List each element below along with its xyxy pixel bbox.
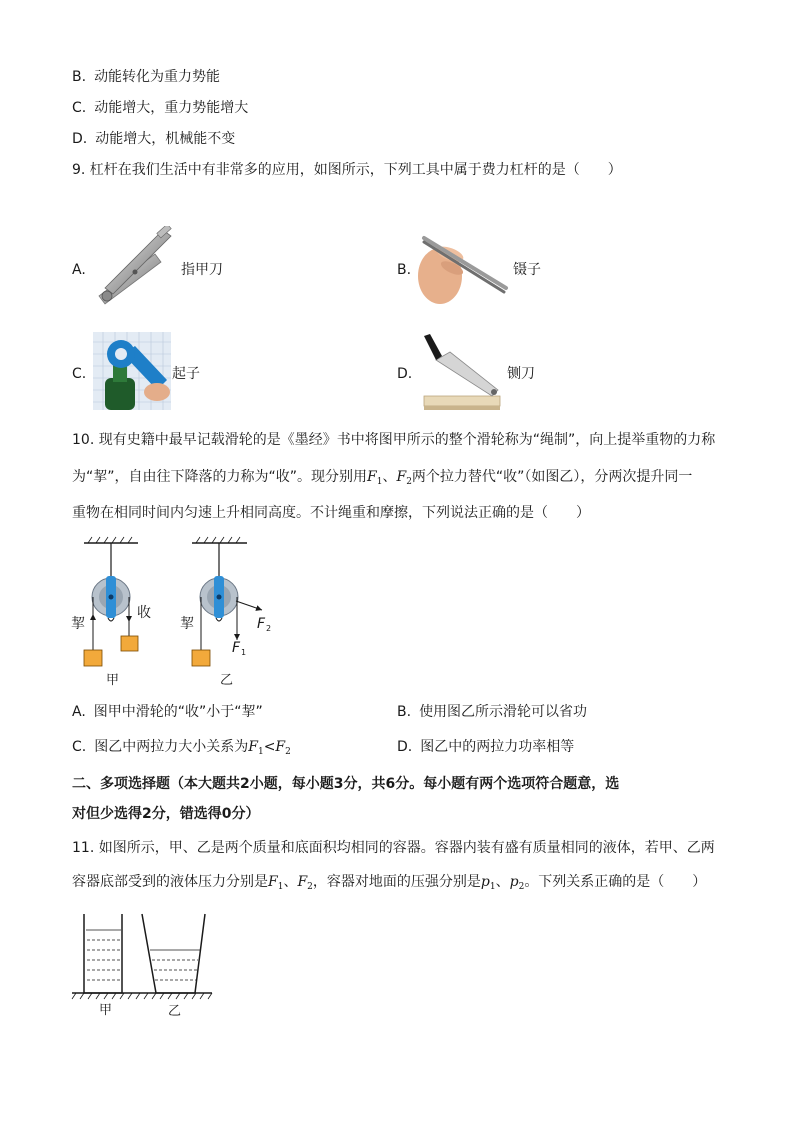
force-subscript: 2 [307, 882, 313, 892]
force-symbol: F [275, 739, 286, 755]
option-text: 图乙中两拉力大小关系为 [94, 739, 249, 755]
pressure-subscript: 1 [489, 882, 496, 892]
option-letter: C. [72, 739, 87, 755]
bottle-opener-icon [93, 332, 171, 410]
q11-stem-line2 [72, 872, 706, 897]
option-letter: A. [72, 704, 86, 720]
force-subscript: 1 [257, 747, 264, 757]
text: 、 [495, 874, 510, 890]
weight-box [84, 650, 102, 666]
option-text: 动能转化为重力势能 [94, 69, 221, 85]
tweezers-icon [416, 232, 510, 308]
force-symbol: F [248, 739, 258, 755]
figure-label-jia: 甲 [99, 1003, 113, 1018]
f2-subscript: 2 [266, 624, 272, 633]
pulley-axle [109, 595, 114, 600]
ceiling-hatch [88, 537, 132, 543]
text: 、 [382, 469, 397, 485]
weight-box [192, 650, 210, 666]
force-subscript: 1 [376, 477, 383, 487]
hand [144, 383, 170, 401]
ground-hatch [72, 993, 212, 999]
q9-option-b-caption: 镊子 [513, 262, 541, 278]
option-letter: B. [72, 69, 87, 85]
force-symbol: F [268, 874, 278, 890]
lift-label: 挈 [180, 616, 194, 632]
clipper-pivot [102, 291, 112, 301]
pulley-axle [217, 595, 222, 600]
q9-option-a-caption: 指甲刀 [181, 262, 223, 278]
guillotine-cutter-icon [420, 332, 504, 416]
q10-option-a [72, 702, 263, 722]
q9-option-d-letter: D. [397, 366, 413, 382]
force-symbol: F [297, 874, 308, 890]
q8-option-c [72, 98, 248, 118]
q9-option-d-caption: 铡刀 [507, 366, 535, 382]
figure-label-yi: 乙 [168, 1004, 182, 1019]
section-heading-line2: 对但少选得2分，错选得0分） [72, 806, 260, 822]
q9-option-a-letter: A. [72, 262, 86, 278]
bottle-body [105, 378, 135, 410]
drop-label: 收 [137, 605, 151, 621]
q8-option-b [72, 67, 220, 87]
relation-sign: < [263, 739, 276, 755]
nail-clipper-icon [95, 226, 177, 308]
f2-symbol: F [257, 616, 266, 632]
q10-option-b [397, 702, 587, 722]
force-symbol: F [396, 469, 407, 485]
f1-subscript: 1 [241, 648, 247, 657]
pressure-symbol: p [509, 874, 519, 890]
hook [216, 618, 222, 621]
option-letter: D. [72, 131, 88, 147]
force-symbol: F [367, 469, 377, 485]
figure-label-yi: 乙 [220, 673, 234, 688]
text: 为“挈”，自由往下降落的力称为“收”。现分别用 [72, 469, 368, 485]
force-f2-arrow [236, 601, 262, 610]
pivot [491, 389, 497, 395]
container-yi [142, 914, 205, 1019]
option-letter: D. [397, 739, 413, 755]
force-subscript: 2 [406, 477, 412, 487]
text: 容器底部受到的液体压力分别是 [72, 874, 268, 890]
option-text: 动能增大，机械能不变 [95, 131, 236, 147]
q8-option-d [72, 129, 235, 149]
pulley-yi [180, 537, 271, 688]
q9-option-c-caption: 起子 [172, 366, 200, 382]
option-text: 图甲中滑轮的“收”小于“挈” [93, 704, 263, 720]
f1-symbol: F [232, 640, 241, 656]
option-text: 图乙中的两拉力功率相等 [420, 739, 575, 755]
q10-stem-line3: 重物在相同时间内匀速上升相同高度。不计绳重和摩擦，下列说法正确的是（ ） [72, 505, 590, 521]
hook [108, 618, 114, 621]
q9-option-c-letter: C. [72, 366, 87, 382]
pressure-subscript: 2 [518, 882, 525, 892]
text: ，容器对地面的压强分别是 [312, 874, 481, 890]
q9-option-b-letter: B. [397, 262, 412, 278]
opener-hole [115, 348, 127, 360]
wood-base [424, 396, 500, 406]
force-subscript: 2 [285, 747, 291, 757]
container-jia [84, 914, 122, 1018]
ceiling-hatch [196, 537, 240, 543]
q10-stem-line1: 10. 现有史籍中最早记载滑轮的是《墨经》书中将图甲所示的整个滑轮称为“绳制”，向上提举重物的力称 [72, 432, 716, 448]
q10-stem-line2 [72, 467, 692, 492]
handle [424, 334, 442, 360]
container-diagram [68, 908, 218, 1023]
q10-option-d [397, 737, 574, 757]
q9-stem: 9. 杠杆在我们生活中有非常多的应用，如图所示，下列工具中属于费力杠杆的是（ ） [72, 162, 622, 178]
q11-stem-line1: 11. 如图所示，甲、乙是两个质量和底面积均相同的容器。容器内装有盛有质量相同的液体，若甲、乙两 [72, 840, 715, 856]
option-text: 动能增大，重力势能增大 [94, 100, 249, 116]
counter-box [121, 636, 138, 651]
option-letter: B. [397, 704, 412, 720]
text: 、 [283, 874, 298, 890]
blade [436, 352, 498, 396]
option-text: 使用图乙所示滑轮可以省功 [419, 704, 588, 720]
lift-label: 挈 [71, 616, 85, 632]
liquid-jia [85, 930, 122, 993]
base-edge [424, 406, 500, 410]
option-letter: C. [72, 100, 87, 116]
text: 两个拉力替代“收”（如图乙），分两次提升同一 [411, 469, 693, 485]
figure-label-jia: 甲 [106, 673, 120, 688]
vessel-walls [142, 914, 205, 993]
pressure-symbol: p [480, 874, 490, 890]
pulley-jia [71, 537, 151, 688]
text: 。下列关系正确的是（ ） [524, 874, 707, 890]
clipper-pin [133, 270, 138, 275]
section-heading-line1: 二、多项选择题（本大题共2小题，每小题3分，共6分。每小题有两个选项符合题意，选 [72, 776, 620, 792]
q10-option-c [72, 737, 291, 762]
pulley-diagram [60, 528, 290, 696]
force-subscript: 1 [277, 882, 284, 892]
liquid-lines [150, 950, 200, 980]
